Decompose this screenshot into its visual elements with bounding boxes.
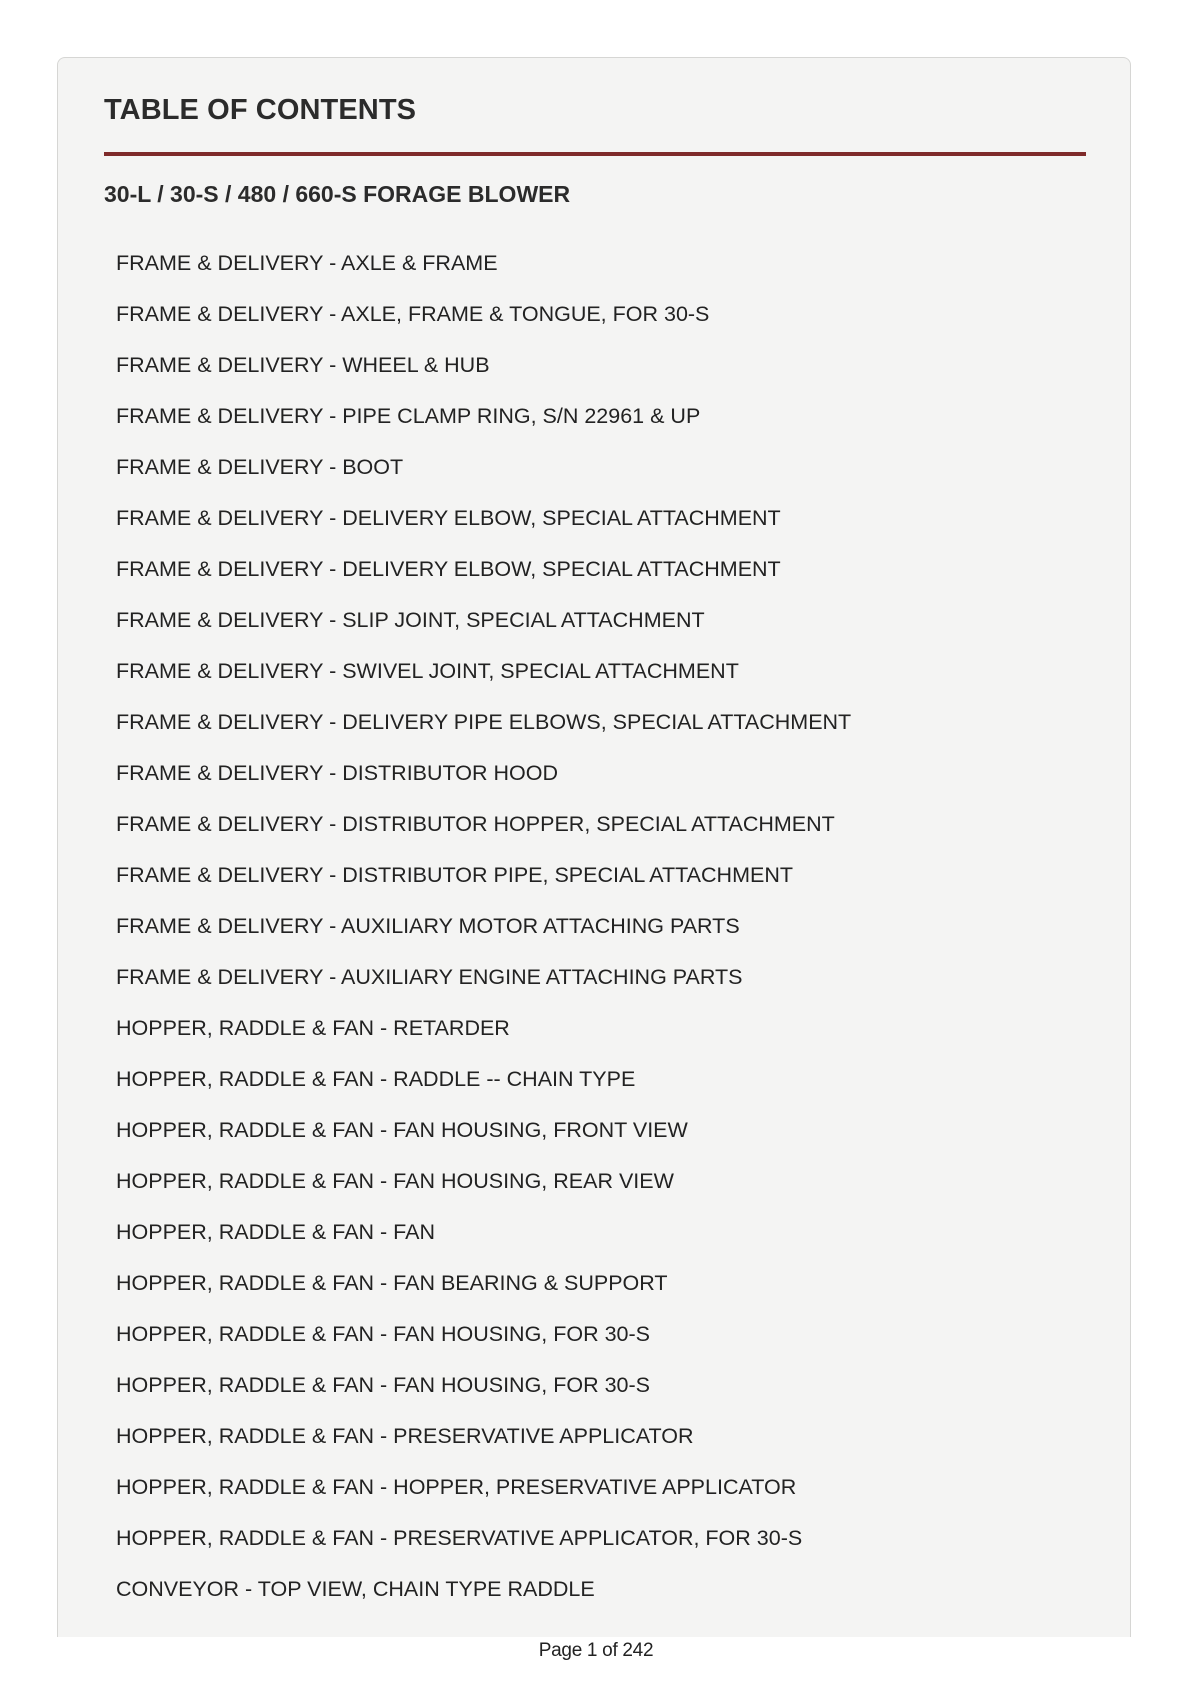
toc-entry[interactable]: HOPPER, RADDLE & FAN - PRESERVATIVE APPLICATOR, FOR 30-S — [116, 1526, 803, 1550]
toc-entry[interactable]: FRAME & DELIVERY - SLIP JOINT, SPECIAL ATTACHMENT — [116, 608, 705, 632]
toc-entry[interactable]: HOPPER, RADDLE & FAN - HOPPER, PRESERVATIVE APPLICATOR — [116, 1475, 797, 1499]
toc-entry[interactable]: FRAME & DELIVERY - BOOT — [116, 455, 404, 479]
toc-entry[interactable]: HOPPER, RADDLE & FAN - PRESERVATIVE APPLICATOR — [116, 1424, 694, 1448]
toc-title: TABLE OF CONTENTS — [104, 94, 417, 126]
toc-entry[interactable]: HOPPER, RADDLE & FAN - FAN BEARING & SUPPORT — [116, 1271, 668, 1295]
toc-panel — [57, 57, 1131, 1637]
page-number: Page 1 of 242 — [538, 1640, 654, 1661]
toc-entry[interactable]: FRAME & DELIVERY - AUXILIARY MOTOR ATTACHING PARTS — [116, 914, 740, 938]
toc-entry[interactable]: HOPPER, RADDLE & FAN - FAN HOUSING, FOR 30-S — [116, 1373, 651, 1397]
title-divider — [104, 152, 1086, 156]
toc-entry[interactable]: FRAME & DELIVERY - SWIVEL JOINT, SPECIAL ATTACHMENT — [116, 659, 739, 683]
toc-entry[interactable]: HOPPER, RADDLE & FAN - FAN HOUSING, REAR VIEW — [116, 1169, 674, 1193]
toc-entry[interactable]: FRAME & DELIVERY - DELIVERY ELBOW, SPECIAL ATTACHMENT — [116, 506, 781, 530]
toc-entry-list — [116, 238, 851, 1615]
toc-entry[interactable]: HOPPER, RADDLE & FAN - FAN HOUSING, FRONT VIEW — [116, 1118, 688, 1142]
toc-entry[interactable]: FRAME & DELIVERY - AXLE, FRAME & TONGUE, FOR 30-S — [116, 302, 710, 326]
toc-entry[interactable]: FRAME & DELIVERY - WHEEL & HUB — [116, 353, 490, 377]
toc-entry[interactable]: FRAME & DELIVERY - PIPE CLAMP RING, S/N 22961 & UP — [116, 404, 701, 428]
toc-entry[interactable]: CONVEYOR - TOP VIEW, CHAIN TYPE RADDLE — [116, 1577, 595, 1601]
section-heading: 30-L / 30-S / 480 / 660-S FORAGE BLOWER — [104, 181, 571, 207]
toc-entry[interactable]: FRAME & DELIVERY - DISTRIBUTOR HOOD — [116, 761, 559, 785]
toc-entry[interactable]: HOPPER, RADDLE & FAN - RADDLE -- CHAIN TYPE — [116, 1067, 636, 1091]
toc-entry[interactable]: HOPPER, RADDLE & FAN - FAN — [116, 1220, 435, 1244]
toc-entry[interactable]: FRAME & DELIVERY - DISTRIBUTOR PIPE, SPECIAL ATTACHMENT — [116, 863, 793, 887]
toc-entry[interactable]: FRAME & DELIVERY - AUXILIARY ENGINE ATTACHING PARTS — [116, 965, 743, 989]
toc-entry[interactable]: HOPPER, RADDLE & FAN - FAN HOUSING, FOR 30-S — [116, 1322, 651, 1346]
toc-entry[interactable]: FRAME & DELIVERY - DISTRIBUTOR HOPPER, SPECIAL ATTACHMENT — [116, 812, 835, 836]
toc-entry[interactable]: HOPPER, RADDLE & FAN - RETARDER — [116, 1016, 510, 1040]
toc-entry[interactable]: FRAME & DELIVERY - DELIVERY ELBOW, SPECIAL ATTACHMENT — [116, 557, 781, 581]
toc-entry[interactable]: FRAME & DELIVERY - DELIVERY PIPE ELBOWS, SPECIAL ATTACHMENT — [116, 710, 852, 734]
toc-entry[interactable]: FRAME & DELIVERY - AXLE & FRAME — [116, 251, 498, 275]
